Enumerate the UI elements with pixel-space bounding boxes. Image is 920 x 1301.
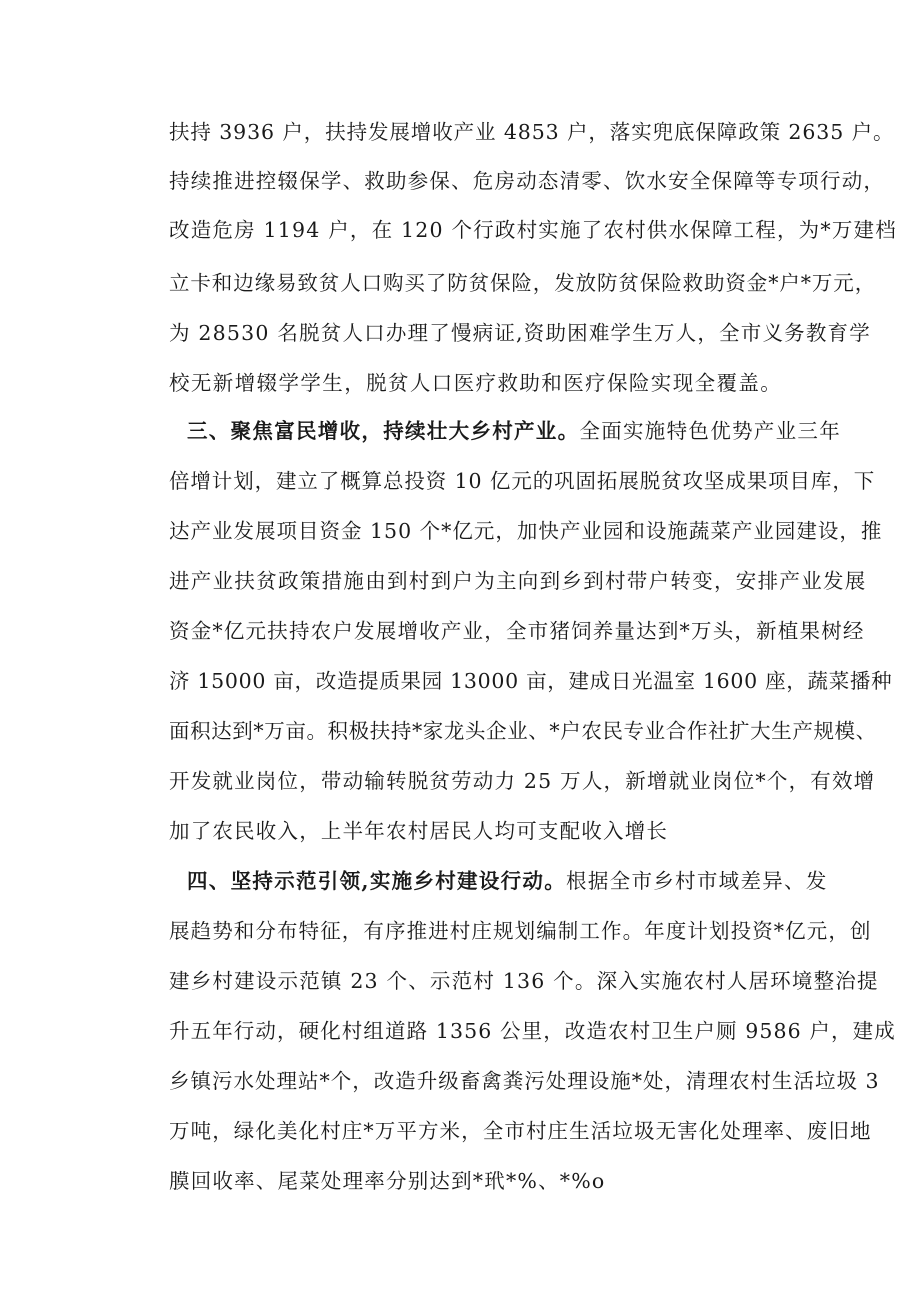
para3-line-1-rest: 根据全市乡村市域差异、发 bbox=[566, 869, 828, 893]
para2-line-2: 倍增计划，建立了概算总投资 10 亿元的巩固拓展脱贫攻坚成果项目库，下 bbox=[169, 469, 876, 493]
para1-line-6: 校无新增辍学学生，脱贫人口医疗救助和医疗保险实现全覆盖。 bbox=[169, 371, 783, 395]
para3-line-1 bbox=[187, 859, 828, 903]
para1-line-5: 为 28530 名脱贫人口办理了慢病证,资助困难学生万人，全市义务教育学 bbox=[169, 321, 871, 345]
para2-line-5: 资金*亿元扶持农户发展增收产业，全市猪饲养量达到*万头，新植果树经 bbox=[169, 619, 865, 643]
para2-line-1 bbox=[187, 409, 841, 453]
para3-line-4: 升五年行动，硬化村组道路 1356 公里，改造农村卫生户厕 9586 户，建成 bbox=[169, 1019, 896, 1043]
para3-heading: 四、坚持示范引领,实施乡村建设行动。 bbox=[187, 869, 567, 893]
para3-line-5: 乡镇污水处理站*个，改造升级畜禽粪污处理设施*处，清理农村生活垃圾 3 bbox=[169, 1069, 880, 1093]
para3-line-7: 膜回收率、尾菜处理率分别达到*玳*%、*%o bbox=[169, 1169, 606, 1193]
para2-line-1-rest: 全面实施特色优势产业三年 bbox=[579, 419, 842, 443]
para2-line-9: 加了农民收入，上半年农村居民人均可支配收入增长 bbox=[169, 819, 669, 843]
para3-line-3: 建乡村建设示范镇 23 个、示范村 136 个。深入实施农村人居环境整治提 bbox=[169, 969, 879, 993]
para2-line-6: 济 15000 亩，改造提质果园 13000 亩，建成日光温室 1600 座，蔬菜播种 bbox=[169, 669, 893, 693]
para1-line-4: 立卡和边缘易致贫人口购买了防贫保险，发放防贫保险救助资金*户*万元， bbox=[169, 271, 877, 295]
para1-line-3: 改造危房 1194 户，在 120 个行政村实施了农村供水保障工程，为*万建档 bbox=[169, 218, 897, 242]
para2-line-3: 达产业发展项目资金 150 个*亿元，加快产业园和设施蔬菜产业园建设，推 bbox=[169, 519, 883, 543]
para1-line-1: 扶持 3936 户，扶持发展增收产业 4853 户，落实兜底保障政策 2635 户。 bbox=[169, 120, 895, 144]
para3-line-2: 展趋势和分布特征，有序推进村庄规划编制工作。年度计划投资*亿元，创 bbox=[169, 919, 872, 943]
para3-line-6: 万吨，绿化美化村庄*万平方米，全市村庄生活垃圾无害化处理率、废旧地 bbox=[169, 1119, 872, 1143]
para2-heading: 三、聚焦富民增收，持续壮大乡村产业。 bbox=[187, 419, 580, 443]
para2-line-4: 进产业扶贫政策措施由到村到户为主向到乡到村带户转变，安排产业发展 bbox=[169, 569, 867, 593]
para2-line-7: 面积达到*万亩。积极扶持*家龙头企业、*户农民专业合作社扩大生产规模、 bbox=[169, 719, 877, 743]
para2-line-8: 开发就业岗位，带动输转脱贫劳动力 25 万人，新增就业岗位*个，有效增 bbox=[169, 769, 876, 793]
para1-line-2: 持续推进控辍保学、救助参保、危房动态清零、饮水安全保障等专项行动， bbox=[169, 169, 886, 193]
